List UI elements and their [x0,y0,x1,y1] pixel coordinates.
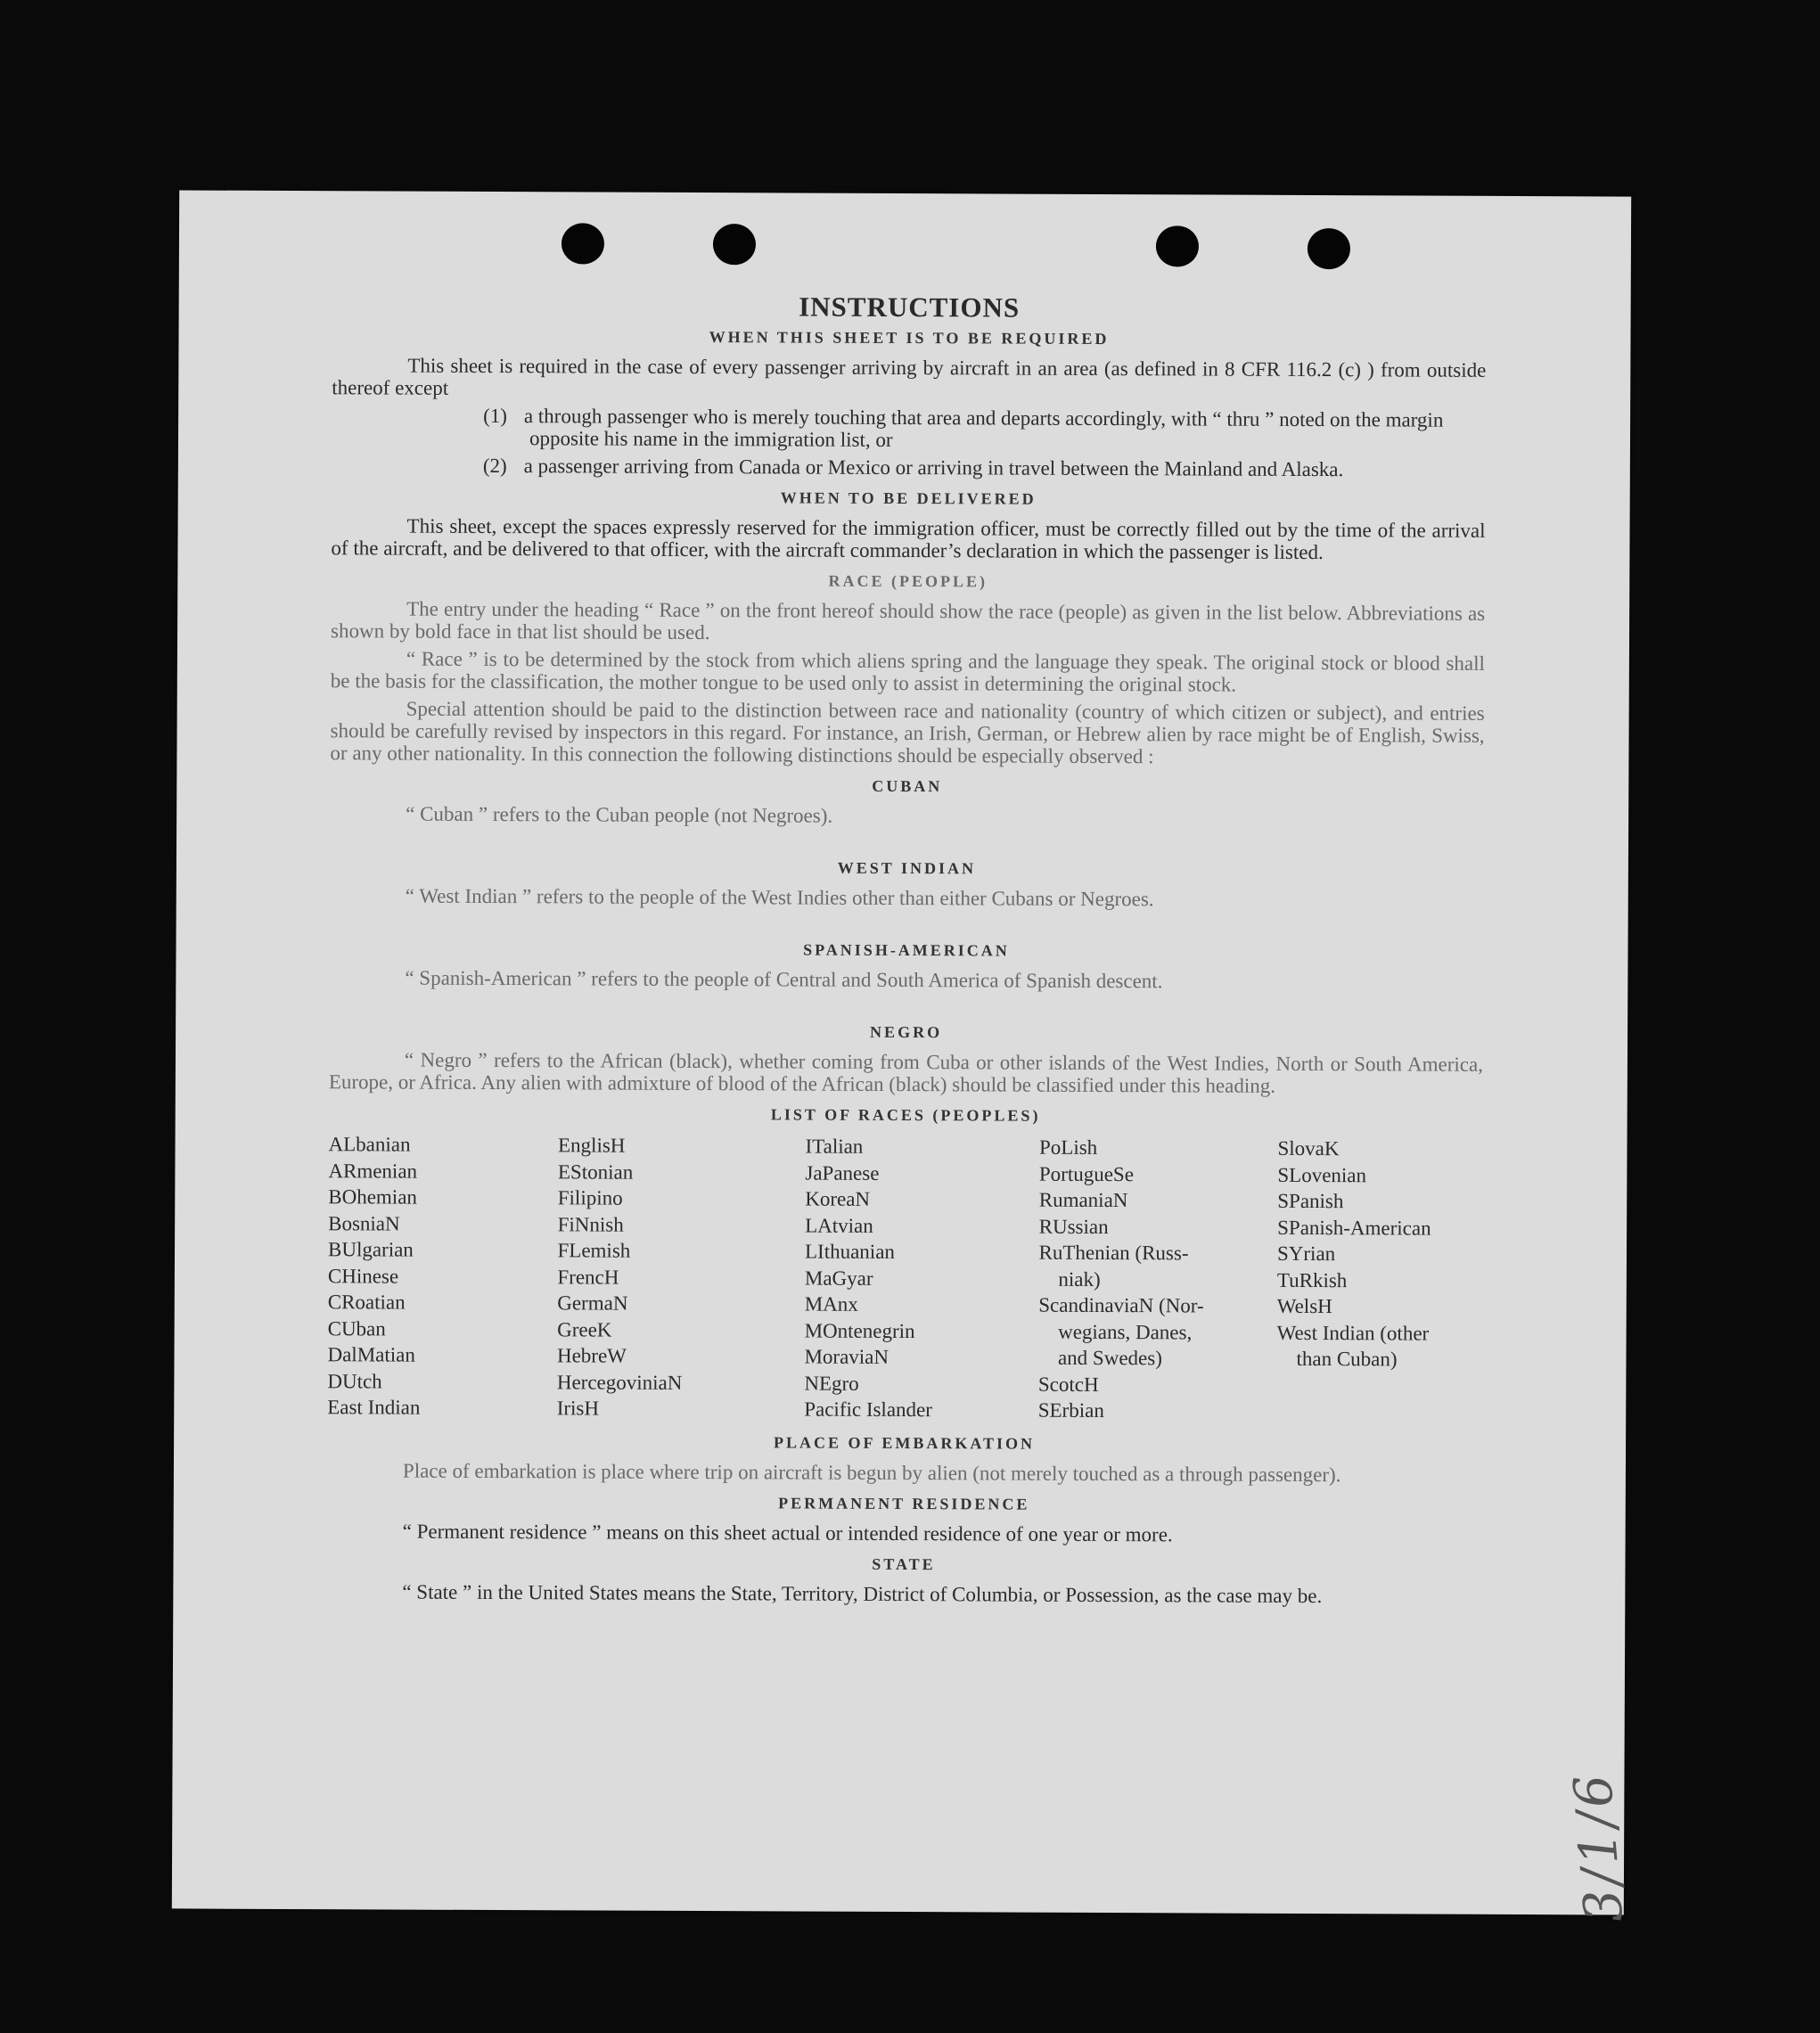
race-entry: GreeK [557,1317,612,1341]
heading-cuban: CUBAN [872,776,943,796]
race-entry: PoLish [1038,1135,1098,1159]
handwritten-number: 3/1/6 [1562,1768,1636,1925]
race-entry: BOhemian [328,1185,417,1209]
race-entry: RumaniaN [1038,1188,1128,1212]
west-indian-text: “ West Indian ” refers to the people of the West Indies other than either Cubans or Negroes. [405,884,1154,911]
race-entry: CRoatian [327,1291,406,1314]
race-entry: Pacific Islander [804,1398,932,1422]
race-entry: GermaN [557,1291,628,1315]
race-entry: MAnx [804,1292,858,1316]
document-sheet [172,190,1636,1925]
race-entry: East Indian [327,1396,421,1419]
race-entry: DUtch [327,1369,382,1392]
race-column [327,1131,551,1422]
residence-text: “ Permanent residence ” means on this sheet actual or intended residence of one year or more. [402,1520,1173,1545]
race-entry: MaGyar [804,1267,873,1290]
heading-race: RACE (PEOPLE) [828,571,988,591]
race-entry: CHinese [327,1264,399,1288]
embarkation-text: Place of embarkation is place where trip on aircraft is begun by alien (not merely touched as a through passenger). [402,1459,1341,1486]
race-entry-continued: than Cuban) [1296,1347,1398,1371]
heading-list-of-races: LIST OF RACES (PEOPLES) [770,1105,1041,1125]
heading-embarkation: PLACE OF EMBARKATION [774,1432,1036,1453]
heading-west-indian: WEST INDIAN [837,858,977,878]
heading-state: STATE [872,1554,936,1573]
race-entry: SYrian [1276,1242,1336,1266]
race-entry: FLemish [557,1239,631,1262]
race-entry: West Indian (other [1276,1321,1430,1345]
negro-text: “ Negro ” refers to the African (black), whether coming from Cuba or other islands of the West Indies, North or South America, Europe, or Africa. Any alien with admixture of blood of the African (black) should be classified under this heading. [328,1048,1484,1097]
race-entry: RuThenian (Russ- [1038,1241,1189,1265]
race-entry: WelsH [1276,1294,1332,1318]
heading-spanish-american: SPANISH-AMERICAN [803,940,1010,960]
race-entry: HebreW [556,1344,627,1367]
race-list [327,1131,1482,1425]
race-entry: MOntenegrin [804,1319,915,1342]
race-entry: TuRkish [1276,1268,1348,1291]
race-entry: SErbian [1037,1398,1104,1422]
punch-hole [1308,228,1350,269]
race-entry: NEgro [804,1372,859,1395]
race-paragraph-3: Special attention should be paid to the distinction between race and nationality (country of which citizen or subject), and entries should be carefully revised by inspectors in this regard. For instance, an Irish, German, or Hebrew alien by race might be of English, Swiss, or any other nationality. In this connection the following distinctions should be especially observed : [330,697,1485,768]
when-required-intro: This sheet is required in the case of every passenger arriving by aircraft in an area (as defined in 8 CFR 116.2 (c) ) from outside thereof except [332,354,1487,399]
race-column [1038,1135,1271,1425]
race-entry: EnglisH [557,1134,626,1157]
race-entry: ScandinaviaN (Nor- [1038,1293,1204,1317]
punch-hole [562,223,604,264]
item-number: (1) [483,404,507,428]
item-text: a passenger arriving from Canada or Mexico or arriving in travel between the Mainland and Alaska. [523,455,1344,481]
race-paragraph-1: The entry under the heading “ Race ” on the front hereof should show the race (people) as given in the list below. Abbreviations as shown by bold face in that list should be used. [331,597,1486,644]
race-entry: DalMatian [327,1343,415,1366]
race-entry: PortugueSe [1038,1162,1135,1185]
race-entry: LAtvian [805,1214,873,1237]
race-entry: BosniaN [328,1211,400,1235]
race-entry: BUlgarian [327,1238,414,1261]
race-column [557,1132,799,1422]
race-entry: Filipino [557,1186,623,1209]
exception-item-1 [483,405,1486,454]
race-entry: SPanish-American [1277,1216,1431,1240]
race-entry: ARmenian [328,1159,418,1183]
punch-hole [713,224,756,265]
item-number: (2) [482,454,507,478]
punch-hole [1156,225,1199,266]
race-entry-continued: and Swedes) [1057,1346,1162,1370]
race-entry: LIthuanian [804,1240,895,1263]
race-entry: SlovaK [1277,1136,1340,1160]
race-entry: HercegovinіaN [556,1370,683,1394]
exception-item-2 [483,455,1486,481]
race-entry: FiNnish [557,1212,624,1236]
heading-negro: NEGRO [870,1022,943,1042]
spanish-american-text: “ Spanish-American ” refers to the people of Central and South America of Spanish descent. [405,966,1163,993]
race-entry: RUssian [1038,1215,1109,1238]
page-title: INSTRUCTIONS [799,291,1021,324]
race-entry: EStonian [557,1160,634,1184]
item-text: a through passenger who is merely touching that area and departs accordingly, with “ thru ” noted on the margin opposite his name in the immigration list, or [523,405,1444,451]
race-entry-continued: wegians, Danes, [1058,1320,1193,1343]
race-entry: KoreaN [805,1187,871,1210]
heading-residence: PERMANENT RESIDENCE [778,1493,1030,1513]
race-column [1276,1135,1482,1426]
race-column [804,1134,1032,1424]
race-entry: FrencH [557,1265,619,1289]
race-entry: SLovenian [1277,1163,1367,1186]
race-entry: JaPanese [805,1161,880,1185]
cuban-text: “ Cuban ” refers to the Cuban people (not Negroes). [406,802,833,827]
heading-when-required: WHEN THIS SHEET IS TO BE REQUIRED [709,328,1110,348]
race-entry: ITalian [805,1135,864,1158]
instructions-content [326,293,1486,1612]
state-text: “ State ” in the United States means the State, Territory, District of Columbia, or Possession, as the case may be. [402,1580,1323,1607]
race-paragraph-2: “ Race ” is to be determined by the stock from which aliens spring and the language they speak. The original stock or blood shall be the basis for the classification, the mother tongue to be used only to assist in determining the original stock. [330,647,1485,696]
race-entry: MoraviaN [804,1345,890,1368]
heading-when-delivered: WHEN TO BE DELIVERED [780,488,1037,508]
race-entry: ScotcH [1037,1373,1099,1396]
race-entry: SPanish [1277,1189,1344,1213]
race-entry: IrisH [556,1397,600,1420]
race-entry: CUban [327,1316,386,1340]
race-entry: ALbanian [328,1133,411,1156]
when-delivered-text: This sheet, except the spaces expressly reserved for the immigration officer, must be correctly filled out by the time of the arrival of the aircraft, and be delivered to that officer, with the aircraft commander’s declaration in which the passenger is listed. [331,514,1486,564]
race-entry-continued: niak) [1058,1267,1101,1291]
